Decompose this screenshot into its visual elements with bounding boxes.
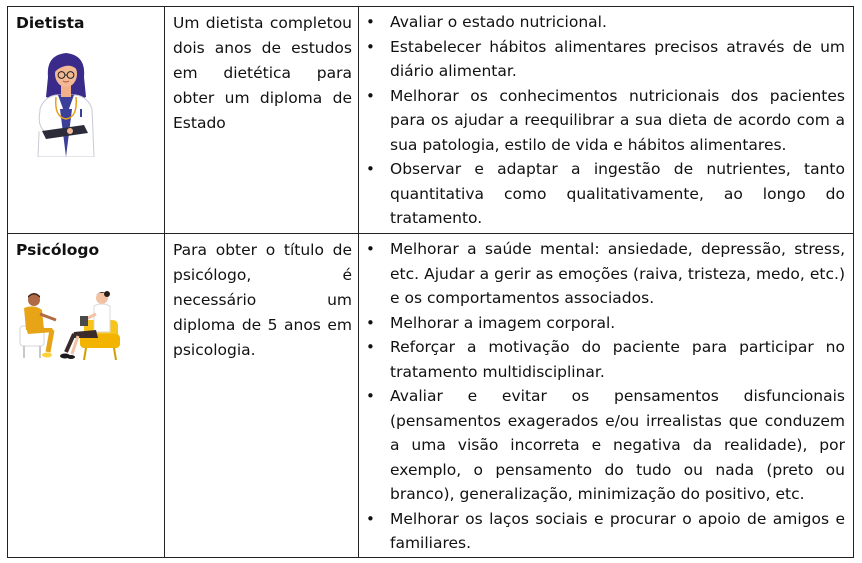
therapy-session-illustration bbox=[18, 290, 122, 362]
role-cell bbox=[8, 7, 165, 234]
training-cell bbox=[165, 234, 359, 558]
professionals-table bbox=[7, 6, 854, 558]
list-item: • Estabelecer hábitos alimentares precisos através de um diário alimentar. bbox=[365, 35, 845, 84]
list-item: • Melhorar os laços sociais e procurar o apoio de amigos e familiares. bbox=[365, 507, 845, 556]
tasks-cell bbox=[359, 234, 854, 558]
role-cell bbox=[8, 234, 165, 558]
list-item: • Avaliar o estado nutricional. bbox=[365, 10, 845, 35]
training-cell bbox=[165, 7, 359, 234]
training-text: Para obter o título de psicólogo, é necessário um diploma de 5 anos em psicologia. bbox=[173, 241, 352, 359]
task-list bbox=[365, 237, 845, 556]
list-item: • Melhorar a saúde mental: ansiedade, depressão, stress, etc. Ajudar a gerir as emoções (raiva, tristeza, medo, etc.) e os comportamentos associados. bbox=[365, 237, 845, 311]
tasks-cell bbox=[359, 7, 854, 234]
list-item: • Melhorar a imagem corporal. bbox=[365, 311, 845, 336]
training-text: Um dietista completou dois anos de estudos em dietética para obter um diploma de Estado bbox=[173, 14, 352, 132]
list-item: • Observar e adaptar a ingestão de nutrientes, tanto quantitativa como qualitativamente, ao longo do tratamento. bbox=[365, 157, 845, 231]
list-item: • Avaliar e evitar os pensamentos disfuncionais (pensamentos exagerados e/ou irrealistas que conduzem a uma visão incorreta e negativa da realidade), por exemplo, o pensamento do tudo ou nada (preto ou branco), generalização, minimização do positivo, etc. bbox=[365, 384, 845, 507]
dietitian-with-clipboard-illustration bbox=[26, 47, 106, 157]
table-row bbox=[8, 7, 854, 234]
task-list bbox=[365, 10, 845, 231]
role-name: Dietista bbox=[16, 14, 85, 32]
list-item: • Reforçar a motivação do paciente para participar no tratamento multidisciplinar. bbox=[365, 335, 845, 384]
table-row bbox=[8, 234, 854, 558]
role-name: Psicólogo bbox=[16, 241, 100, 259]
list-item: • Melhorar os conhecimentos nutricionais dos pacientes para os ajudar a reequilibrar a sua dieta de acordo com a sua patologia, estilo de vida e hábitos alimentares. bbox=[365, 84, 845, 158]
